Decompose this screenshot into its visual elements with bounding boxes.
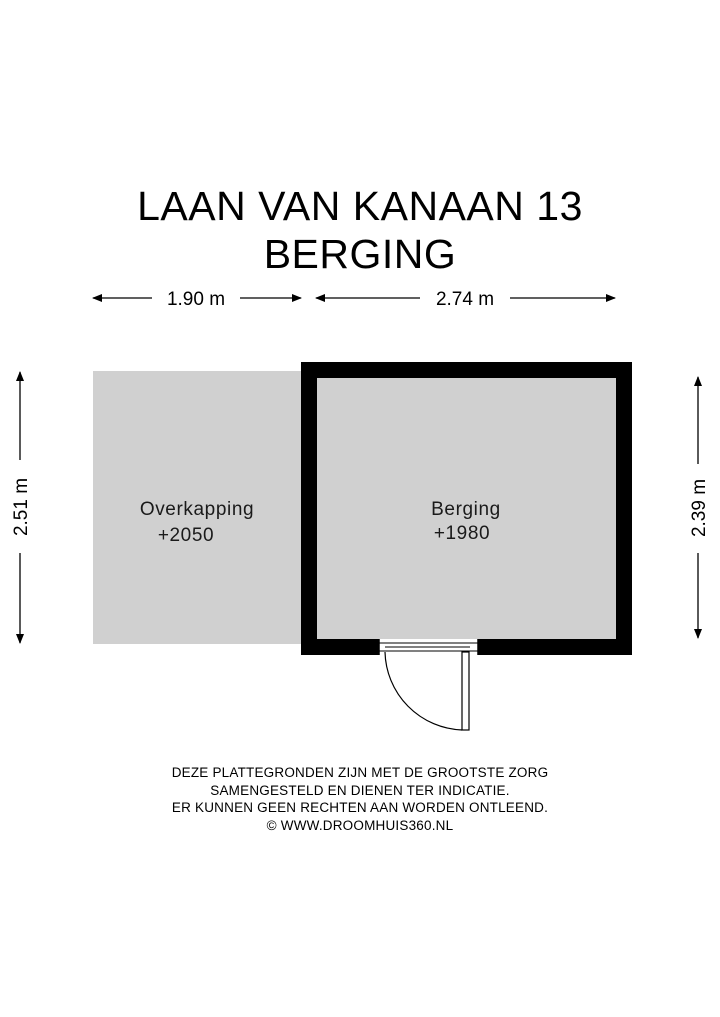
disclaimer-copyright: © WWW.DROOMHUIS360.NL	[266, 817, 454, 833]
dimension-top-right	[316, 289, 615, 310]
disclaimer-line: SAMENGESTELD EN DIENEN TER INDICATIE.	[210, 782, 510, 798]
dimension-top-right-label: 2.74 m	[435, 289, 495, 310]
dimension-right-label: 2.39 m	[689, 478, 710, 538]
dimension-top-left-label: 1.90 m	[166, 289, 226, 310]
room-berging-height: +1980	[433, 523, 491, 544]
title-room-type: BERGING	[263, 231, 457, 277]
room-overkapping-name: Overkapping	[139, 499, 255, 520]
room-berging-name: Berging	[431, 499, 501, 520]
title-address: LAAN VAN KANAAN 13	[137, 183, 583, 229]
dimension-right	[689, 377, 710, 638]
disclaimer	[0, 764, 720, 834]
dimension-top-left	[93, 289, 301, 310]
disclaimer-line: ER KUNNEN GEEN RECHTEN AAN WORDEN ONTLEEND.	[171, 800, 549, 815]
dimension-left-label: 2.51 m	[11, 477, 32, 537]
dimension-left	[11, 372, 32, 643]
door-swing-arc	[385, 652, 462, 730]
door-leaf	[462, 652, 469, 730]
door	[379, 639, 478, 730]
room-overkapping-height: +2050	[157, 525, 215, 546]
disclaimer-line: DEZE PLATTEGRONDEN ZIJN MET DE GROOTSTE ZORG	[171, 765, 549, 780]
